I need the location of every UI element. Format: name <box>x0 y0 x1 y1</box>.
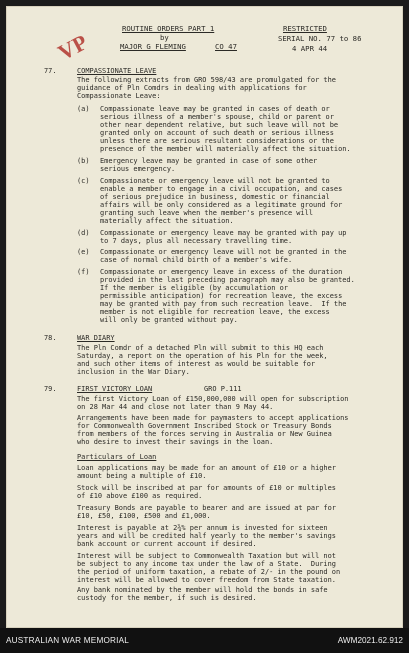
section-title: WAR DIARY <box>77 334 115 342</box>
item-text: Emergency leave may be granted in case of some other serious emergency. <box>100 157 318 174</box>
archive-name: AUSTRALIAN WAR MEMORIAL <box>6 636 130 645</box>
particulars-heading: Particulars of Loan <box>77 453 157 461</box>
section-79 <box>6 385 403 624</box>
section-number: 77. <box>44 67 57 75</box>
item-label: (c) <box>77 177 90 185</box>
archive-footer <box>0 628 409 653</box>
classification: RESTRICTED <box>283 24 327 33</box>
officer-co: CO 47 <box>215 42 237 51</box>
document-page <box>6 6 403 628</box>
item-label: (d) <box>77 229 90 237</box>
item-text: Compassionate or emergency leave may be granted with pay up to 7 days, plus all necessary travelling time. <box>100 229 347 246</box>
loan-paragraph: Arrangements have been made for paymasters to accept applications for Commonwealth Government Inscribed Stock or Treasury Bonds from members of the forces serving in Australia or New Guinea who desire to invest their savings in the loan. <box>77 414 349 447</box>
loan-paragraph: The first Victory Loan of £150,000,000 will open for subscription on 28 Mar 44 and close not later than 9 May 44. <box>77 395 349 412</box>
particular-item: Interest will be subject to Commonwealth Taxation but will not be subject to any income tax under the law of a State. During the period of uniform taxation, a rebate of 2/- in the pound on interest will be allowed to cover freedom from State taxation. <box>77 552 341 585</box>
item-text: Compassionate or emergency leave in excess of the duration provided in the last preceding paragraph may also be granted. If the member is eligible (by accumulation or permissible anticipation) for recreation leave, the excess may be granted with pay from such recreation leave. If the member is not eligible for recreation leave, the excess will only be granted without pay. <box>100 268 355 325</box>
section-body: The Pln Comdr of a detached Pln will submit to this HQ each Saturday, a report on the operation of his Pln for the week, and such other items of interest as would be suitable for inclusion in the War Diary. <box>77 344 328 377</box>
section-number: 78. <box>44 334 57 342</box>
particular-item: Treasury Bonds are payable to bearer and are issued at par for £10, £50, £100, £500 and £1,000. <box>77 504 336 521</box>
item-label: (a) <box>77 105 90 113</box>
section-intro: The following extracts from GRO 598/43 are promulgated for the guidance of Pln Comdrs in dealing with applications for Compassionate Leave: <box>77 76 336 101</box>
particular-item: Interest is payable at 2¾% per annum is invested for sixteen years and will be credited half yearly to the member's savings bank account or current account if desired. <box>77 524 336 549</box>
section-78 <box>6 334 403 380</box>
section-number: 79. <box>44 385 57 393</box>
officer-name: MAJOR G FLEMING <box>120 42 186 51</box>
particular-item: Loan applications may be made for an amount of £10 or a higher amount being a multiple of £10. <box>77 464 336 481</box>
item-label: (e) <box>77 248 90 256</box>
vp-handwritten-mark: VP <box>53 29 92 66</box>
archive-id: AWM2021.62.912 <box>337 636 403 645</box>
item-text: Compassionate or emergency leave will not be granted in the case of normal child birth of a member's wife. <box>100 248 347 265</box>
orders-title: ROUTINE ORDERS PART 1 <box>122 24 215 33</box>
item-text: Compassionate leave may be granted in cases of death or serious illness of a member's spouse, child or parent or other near dependent relative, but such leave will not be granted only on account of such death or serious illness unless there are serious resultant considerations or the presence of the member will materially affect the situation. <box>100 105 351 154</box>
orders-by: by <box>160 33 169 42</box>
orders-content <box>6 67 403 628</box>
section-title: FIRST VICTORY LOAN <box>77 385 153 393</box>
item-text: Compassionate or emergency leave will not be granted to enable a member to engage in a civil occupation, and cases of serious prejudice in business, domestic or financial affairs will be only considered as a legitimate ground for granting such leave when the member's presence will materially affect the situation. <box>100 177 343 226</box>
serial-number: SERIAL NO. 77 to 86 <box>278 34 362 43</box>
particular-item: Any bank nominated by the member will hold the bonds in safe custody for the member, if such is desired. <box>77 586 328 603</box>
section-title: COMPASSIONATE LEAVE <box>77 67 157 75</box>
particular-item: Stock will be inscribed at par for amounts of £10 or multiples of £10 above £100 as required. <box>77 484 336 501</box>
item-label: (b) <box>77 157 90 165</box>
section-77 <box>6 67 403 329</box>
item-label: (f) <box>77 268 90 276</box>
section-ref: GRO P.111 <box>204 385 242 393</box>
orders-date: 4 APR 44 <box>292 44 328 53</box>
